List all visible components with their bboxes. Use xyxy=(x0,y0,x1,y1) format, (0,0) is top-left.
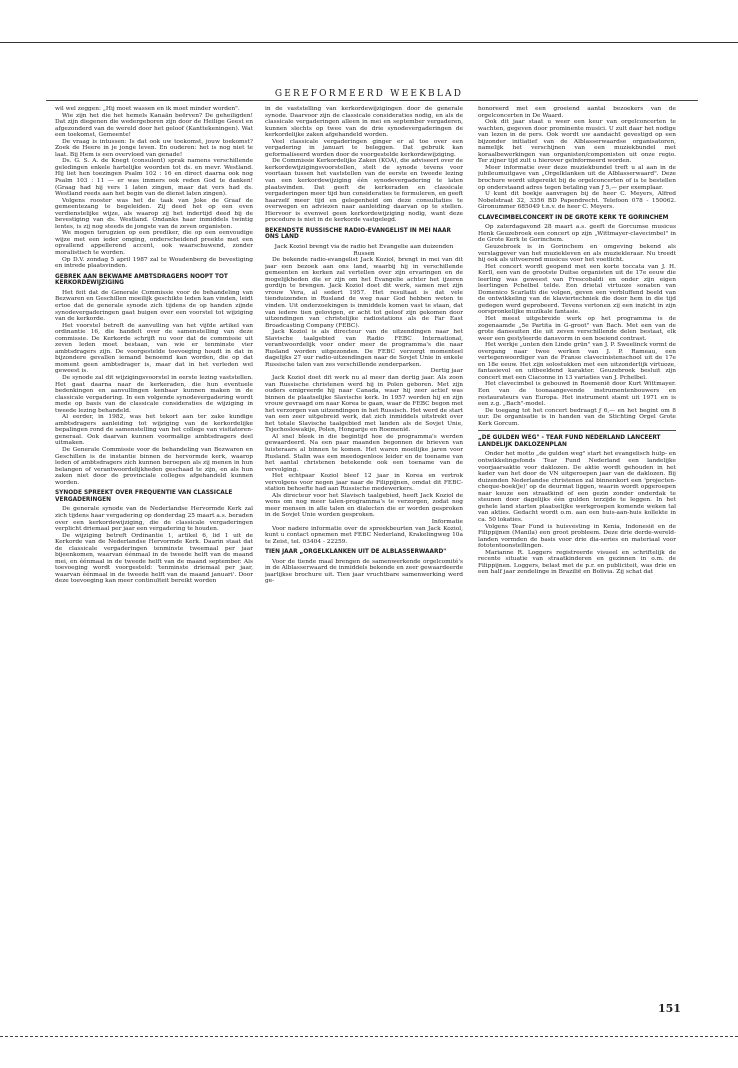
paragraph: We mogen terugzien op een prediker, die op een eenvoudige wijze met een ieder omging, onderscheidend preekte met een opvallend appellerend accent, ook waarschuwend, zonder moralistisch te worden. xyxy=(55,230,253,257)
paragraph: Voor nadere informatie over de spreekbeurten van Jack Koziol, kunt u contact opnemen met FEBC Nederland, Krakelingweg 10a te Zeist, tel. 03404 - 22259. xyxy=(265,525,463,545)
paragraph: Op D.V. zondag 5 april 1987 zal te Woudenberg de bevestiging en intrede plaatsvinden. xyxy=(55,256,253,270)
paragraph: Het feit dat de Generale Commissie voor de behandeling van Bezwaren en Geschillen moeilijk geschikte leden kan vinden, leidt ertoe dat de generale synode zich tijdens de op handen zijnde synodevergaderingen gaat buigen over een voorstel tot wijziging van de kerkorde. xyxy=(55,289,253,323)
paragraph: Wie zijn het die het hemels Kanaän beërven? De geheiligden! Dat zijn diegenen die wedergeboren zijn door de Heilige Geest en afgezonderd van de wereld door het geloof (Kanttekeningen). Wat een toekomst, Gemeente! xyxy=(55,112,253,139)
page-number: 151 xyxy=(658,1002,681,1015)
column-right xyxy=(478,106,676,576)
inline-subheading: Informatie xyxy=(431,519,463,525)
paragraph: Meer informatie over deze muziekbundel treft u al aan in de jubileumuitgave van „Orgelklanken uit de Alblasserwaard". Deze brochure wordt uitgereikt bij de orgelconcerten of is te bestellen op onderstaand adres tegen betaling van ƒ 5,— per exemplaar. xyxy=(478,164,676,191)
paragraph: De generale synode van de Nederlandse Hervormde Kerk zal zich tijdens haar vergadering op donderdag 25 maart a.s. beraden over een kerkordewijziging, die de classicale vergaderingen verplicht driemaal per jaar een vergadering te houden. xyxy=(55,506,253,533)
paragraph: honoreerd met een groeiend aantal bezoekers van de orgelconcerten in De Waard. xyxy=(478,106,676,119)
header-rule xyxy=(46,100,698,101)
paragraph: Volgens Tear Fund is huisvesting in Kenia, Indonesië en de Filippijnen (Manila) een groot probleem. Deze drie derde-wereld-landen vormden de basis voor drie dia-series en materiaal voor fototentoonstellingen. xyxy=(478,523,676,550)
section-heading: SYNODE SPREEKT OVER FREQUENTIE VAN CLASSICALE VERGADERINGEN xyxy=(55,490,233,503)
inline-subheading: Dertig jaar xyxy=(430,368,463,375)
paragraph: Als directeur voor het Slavisch taalgebied, heeft Jack Koziol de wens om nog meer talen-programma's te verzorgen, zodat nog meer mensen in alle talen en dialecten die er worden gesproken in de Sovjet Unie worden gesproken. xyxy=(265,492,463,519)
bottom-rule xyxy=(0,1036,738,1037)
column-left xyxy=(55,106,253,585)
paragraph: Het voorstel betreft de aanvulling van het vijfde artikel van ordinantie 16, die handelt over de samenstelling van deze commissie. De Kerkorde schrijft nu voor dat de commissie uit zeven leden moet bestaan, van wie er tenminste vier ambtsdragers zijn. De voorgestelde toevoeging houdt in dat in bijzondere gevallen iemand benoemd kan worden, die op dat moment geen ambtsdrager is, maar dat in het verleden wel geweest is. xyxy=(55,322,253,375)
paragraph: De Commissie Kerkordelijke Zaken (KOA), die adviseert over de kerkordewijzigingsvoorstellen, stelt de synode tevens voor voortaan tussen het vaststellen van de eerste en tweede lezing van een kerkordewijziging één synodevergadering te laten plaatsvinden. Dat geeft de kerkeraden en classicale vergaderingen meer tijd hun consideraties te formuleren, en geeft haarzelf meer tijd en gelegenheid om deze consultaties te overwegen en adviezen naar aanleiding daarvan op te stellen. Hiervoor is evenwel geen kerkordewijziging nodig, want deze procedure is niet in de kerkorde vastgelegd. xyxy=(265,158,463,224)
paragraph: Op zaterdagavond 28 maart a.s. geeft de Gorcumse musicus Henk Geuzebroek een concert op zijn „Wittmayer-clavecimbel" in de Grote Kerk te Gorinchem. xyxy=(478,224,676,244)
paragraph: Ds. G. S. A. de Knegt (consulent) sprak namens verschillende geledingen enkele hartelijke woorden tot ds. en mevr. Westland. Hij liet hen toezingen Psalm 102 : 16 en direct daarna ook nog Psalm 103 : 11 — er was immers ook reden God te danken! (Graag had hij vers 1 laten zingen, maar dat vers had ds. Westland reeds aan het begin van de dienst laten zingen). xyxy=(55,158,253,198)
article-columns xyxy=(0,106,738,1006)
section-heading: BEKENDSTE RUSSISCHE RADIO-EVANGELIST IN MEI NAAR ONS LAND xyxy=(265,227,451,241)
paragraph: De wijziging betreft Ordinantie 1, artikel 6, lid 1 uit de Kerkorde van de Nederlandse Hervormde Kerk. Daarin staat dat de classicale vergaderingen tenminste tweemaal per jaar bijeenkomen, waarvan éénmaal in de tweede helft van de maand mei, en éénmaal in de tweede helft van de maand september. Als toevoeging wordt voorgesteld: 'tenminste driemaal per jaar, waarvan éénmaal in de tweede helft van de maand januari'. Door deze toevoeging kan meer continuïteit bereikt worden xyxy=(55,532,253,585)
paragraph: Het concert wordt geopend met een korte toccata van J. H. Kerll, een van de grootste Duitse organisten uit de 17e eeuw die leerling was geweest van Frescobaldi en onder zijn eigen leerlingen Pchelbel telde. Een drietal virtuoze sonaten van Domenico Scarlatti die volgen, geven een verbluffend beeld van de ontwikkeling van de klaviertechniek die door hem in die tijd gedegen werd geprobeerd. Tevens vertonen zij een inzicht in zijn oorspronkelijke muzikale fantasie. xyxy=(478,263,676,316)
paragraph: De synode zal dit wijzigingsvoorstel in eerste lezing vaststellen. Het gaat daarna naar de kerkeraden, die hun eventuele bedenkingen en aanvullingen kenbaar kunnen maken in de classicale vergadering. In een volgende synodevergadering wordt mede op basis van de classicale consideraties de wijziging in tweede lezing behandeld. xyxy=(55,374,253,414)
paragraph: U kunt dit boekje aanvragen bij de heer C. Meyers, Alfred Nobelstraat 32, 3356 BD Papendrecht. Telefoon 078 - 150062. Gironummer 685049 t.n.v. de heer C. Meyers. xyxy=(478,191,676,211)
paragraph: in de vaststelling van kerkordewijzigingen door de generale synode. Daarvoor zijn de classicale consideraties nodig, en als de classicale vergaderingen alleen in mei en september vergaderen, kunnen slechts op twee van de drie synodevergaderingen de kerkordelijke zaken afgehandeld worden. xyxy=(265,106,463,139)
paragraph: Veel classicale vergaderingen ginger er al toe over een vergadering in januari te beleggen. Dat gebruik kan geformaliseerd worden door de voorgestelde kerkordewijziging. xyxy=(265,138,463,158)
section-heading: „DE GULDEN WEG" - TEAR FUND NEDERLAND LANCEERT LANDELIJK DAKLOZENPLAN xyxy=(478,435,661,448)
paragraph: Al eerder, in 1982, was het tekort aan ter zake kundige ambtsdragers aanleiding tot wijziging van de kerkordelijke bepalingen rond de samenstelling van het college van visitatoren-generaal. Ook daarvan kunnen voormalige ambtsdragers deel uitmaken. xyxy=(55,414,253,447)
paragraph: Volgens rooster was het de taak van Joke de Graaf de gemeentezang te begeleiden. Zij deed het op een even verdienstelijke wijze, als waarop zij het indertijd deed bij de bevestiging van ds. Westland. Ondanks haar inmiddels twintig lentes, is zij nog steeds de jongste van de zeven organisten. xyxy=(55,197,253,230)
top-rule xyxy=(0,42,738,43)
paragraph: Het meest uitgebreide werk op het programma is de zogenaamde „5e Partita in G-groot" van Bach. Met een van de grote danssuiten die uit zeven verschillende delen bestaat, elk weer een gestyleerde dansvorm in een boeiend contrast. xyxy=(478,316,676,342)
paragraph: De Generale Commissie voor de behandeling van Bezwaren en Geschillen is de instantie binnen de hervormde kerk, waarop leden of ambtsdragers zich kunnen beroepen als zij menen in hun belangen of verantwoordelijkheden geschaad te zijn, en als hun zaken niet door de provinciale colleges afgehandeld kunnen worden. xyxy=(55,446,253,486)
paragraph: Marianne R. Loggers registreerde visueel en schriftelijk de recente situatie van straatkinderen en gezinnen in o.m. de Filippijnen. Loggers, belast met de p.r. en publiciteit, was drie en een half jaar zendelinge in Brazilië en Bolivia. Zij schat dat xyxy=(478,549,676,576)
paragraph: wil wel zeggen: „Hij moet wassen en ik moet minder worden". xyxy=(55,106,240,112)
paragraph: Al snel bleek in die begintijd hoe de programma's werden gewaardeerd. Na een paar maanden begonnen de brieven van luisteraars al binnen te komen. Het waren moeilijke jaren voor Rusland. Stalin was een meedogenloos leider en de toename van het aantal christenen betekende ook een toename van de vervolging. xyxy=(265,433,463,473)
paragraph: Ook dit jaar staat u weer een keur van orgelconcerten te wachten, gegeven door prominente musici. U zult daar het nodige van lezen in de pers. Ook wordt uw aandacht gevestigd op een bijzonder initiatief van de Alblasserwaardse organisatoren, namelijk het verschijnen van een muziekbundel met koraalbewerkingen van organisten/componisten uit onze regio. Ter zijner tijd zult u hierover geïnformeerd worden. xyxy=(478,119,676,165)
column-middle xyxy=(265,106,463,585)
paragraph: Jack Koziol doet dit werk nu al meer dan dertig jaar. Als zoon van Russische christenen werd hij in Polen geboren. Met zijn ouders emigreerde hij naar Canada, waar hij zeer actief was binnen de plaatselijke Slavische kerk. In 1957 werden hij en zijn vrouw gevraagd om naar Korea te gaan, waar de FEBC begon met het verzorgen van uitzendingen in het Russisch. Het werd de start van een zeer uitgebreid werk, dat zich inmiddels uitstrekt over het totale Slavische taalgebied met landen als de Sovjet Unie, Tsjechoslowakije, Polen, Hongarije en Roemenië. xyxy=(265,374,463,434)
paragraph: Het werkje „unten den Linde grün" van J. P. Sweelinck vormt de overgang naar twee werken van J. P. Rameau, een vertegenwoordiger van de Franse clavecinistenschool uit de 17e en 18e eeuw. Het zijn solostukken met een uitzonderlijk virtuoze, fantasievol en uitbeeldend karakter. Geuzebroek besluit zijn concert met een Ciaconne in 13 variaties van J. Pchelbel. xyxy=(478,342,676,381)
running-header: GEREFORMEERD WEEKBLAD xyxy=(274,89,464,99)
paragraph: Het clavecimbel is gebouwd in Roemenië door Kurt Wittmayer. Een van de toonaangevende instrumentenbouwers en restaurateurs van Europa. Het instrument stamt uit 1971 en is een z.g. „Bach"-model. xyxy=(478,381,676,408)
paragraph: Het echtpaar Koziol bleef 12 jaar in Korea en vertrok vervolgens voor negen jaar naar de Filippijnen, omdat dit FEBC-station behoefte had aan Russische medewerkers. xyxy=(265,473,463,493)
article-subheading: Jack Koziol brengt via de radio het Evangelie aan duizenden Russen xyxy=(274,244,454,257)
paragraph: De toegang tot het concert bedraagt ƒ 6,— en het begint om 8 uur. De organisatie is in handen van de Stichting Orgel Grote Kerk Gorcum. xyxy=(478,407,676,427)
paragraph: Onder het motto „de gulden weg" start het evangelisch hulp- en ontwikkelingsfonds Tear Fund Nederland een landelijke voorjaarsaktie voor daklozen. De aktie wordt gehouden in het kader van het door de VN uitgeroepen jaar van de daklozen. Bij duizenden Nederlandse christenen zal binnenkort een 'projecten-cheque-boek(je)' op de deurmat liggen, waarin wordt opgeroepen naar keuze een straatkind of een gezin zonder onderdak te steunen door dagelijks één gulden terzijde te leggen. In het gehele land starten plaatselijke werkgroepen komende weken tal van akties. Gedacht wordt o.m. aan een huis-aan-huis kollekte in ca. 50 lokaties. xyxy=(478,451,676,523)
paragraph: Jack Koziol is als directeur van de uitzendingen naar het Slavische taalgebied van Radio FEBC International, verantwoordelijk voor onder meer de programma's die naar Rusland worden uitgezonden. De FEBC verzorgt momenteel dagelijks 27 uur radio-uitzendingen naar de Sovjet Unie in enkele Russische talen van zes verschillende zenderparken. xyxy=(265,329,463,368)
paragraph: De bekende radio-evangelist Jack Koziol, brengt in mei van dit jaar een bezoek aan ons land, waarbij hij in verschillende gemeenten en kerken zal vertellen over zijn ervaringen en de mogelijkheden die er zijn om het Evangelie achter het ijzeren gordijn te brengen. Jack Koziol doet dit werk, samen met zijn vrouw Vera, al sedert 1957. Het resultaat is dat vele tienduizenden in Rusland de weg naar God hebben weten te vinden. Uit onderzoekingen is inmiddels komen vast te staan, dat van iedere tien gelovigen, er acht tot geloof zijn gekomen door uitzendingen van christelijke radiostations als de Far East Broadcasting Company (FEBC). xyxy=(265,257,463,329)
paragraph: De vraag is intussen: Is dat ook uw toekomst, jouw toekomst? Zoek de Heere in je jonge leven. En ouderen: het is nog niet te laat. Bij Hem is een overvloed van genade! xyxy=(55,138,253,158)
section-heading: GEBREK AAN BEKWAME AMBTSDRAGERS NOOPT TOT KERKORDEWIJZIGING xyxy=(55,273,228,287)
paragraph: Voor de tiende maal brengen de samenwerkende orgelcomité's in de Alblasserwaard de inmiddels bekende en zeer gewaardeerde jaarlijkse brochure uit. Tien jaar vruchtbare samenwerking werd ge- xyxy=(265,558,463,585)
paragraph: Geuzebroek is in Gorinchem en omgeving bekend als verslaggever van het muziekleven en als muziekleraar. Nu treedt hij ook als uitvoerend musicus voor het voetlicht. xyxy=(478,243,676,264)
section-heading: CLAVECIMBELCONCERT IN DE GROTE KERK TE GORINCHEM xyxy=(478,214,669,221)
section-heading: TIEN JAAR „ORGELKLANKEN UIT DE ALBLASSERWAARD" xyxy=(265,549,447,556)
section-divider xyxy=(478,430,676,431)
